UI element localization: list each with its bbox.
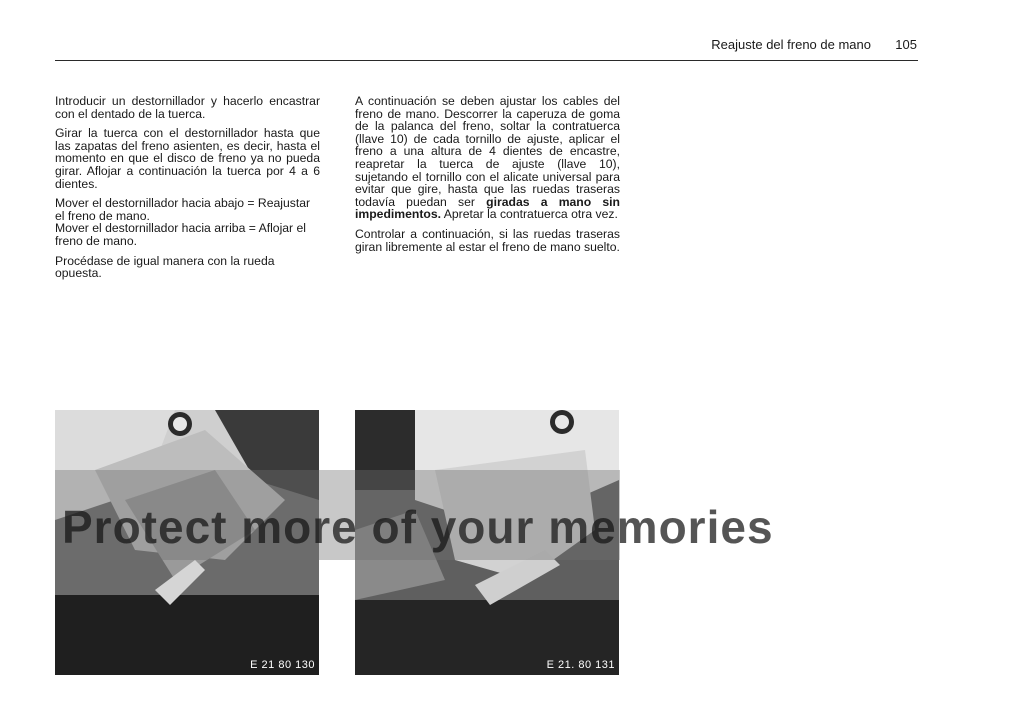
figure-code-left: E 21 80 130 [250, 659, 315, 671]
adjust-cables-bold: giradas a mano sin impedimentos. [355, 194, 620, 222]
page-number: 105 [895, 37, 917, 52]
right-text-column [355, 95, 620, 260]
paragraph-turn-nut: Girar la tuerca con el destornillador hasta que las zapatas del freno asienten, es decir, hasta el momento en que el disco de freno ya no pueda girar. Aflojar a continuación la tuerca por 4 a 6 dientes. [55, 126, 320, 191]
page-header [55, 34, 918, 61]
paragraph-move-screwdriver [55, 197, 320, 247]
move-up-instruction: Mover el destornillador hacia arriba = Aflojar el freno de mano. [55, 221, 306, 248]
header-title: Reajuste del freno de mano [711, 37, 871, 52]
adjust-cables-text: A continuación se deben ajustar los cables del freno de mano. Descorrer la caperuza de goma de la palanca del freno, soltar la contratuerca (llave 10) de cada tornillo de ajuste, aplicar el freno a una altura de 4 dientes de encastre, reapretar la tuerca de ajuste (llave 10), sujetando el tornillo con el alicate universal para evitar que gire, hasta que las ruedas traseras todavía puedan ser [355, 94, 620, 209]
paragraph-check-wheels: Controlar a continuación, si las ruedas traseras giran libremente al estar el freno de mano suelto. [355, 226, 620, 254]
paragraph-adjust-cables [355, 95, 620, 221]
paragraph-opposite-wheel: Procédase de igual manera con la rueda opuesta. [55, 253, 275, 281]
move-down-instruction: Mover el destornillador hacia abajo = Reajustar el freno de mano. [55, 196, 311, 223]
watermark-text: Protect more of your memories [62, 501, 774, 553]
figure-code-right: E 21. 80 131 [546, 659, 615, 671]
paragraph-insert-screwdriver: Introducir un destornillador y hacerlo encastrar con el dentado de la tuerca. [55, 94, 320, 121]
left-text-column [55, 95, 320, 287]
adjust-cables-end: Apretar la contratuerca otra vez. [443, 207, 618, 222]
